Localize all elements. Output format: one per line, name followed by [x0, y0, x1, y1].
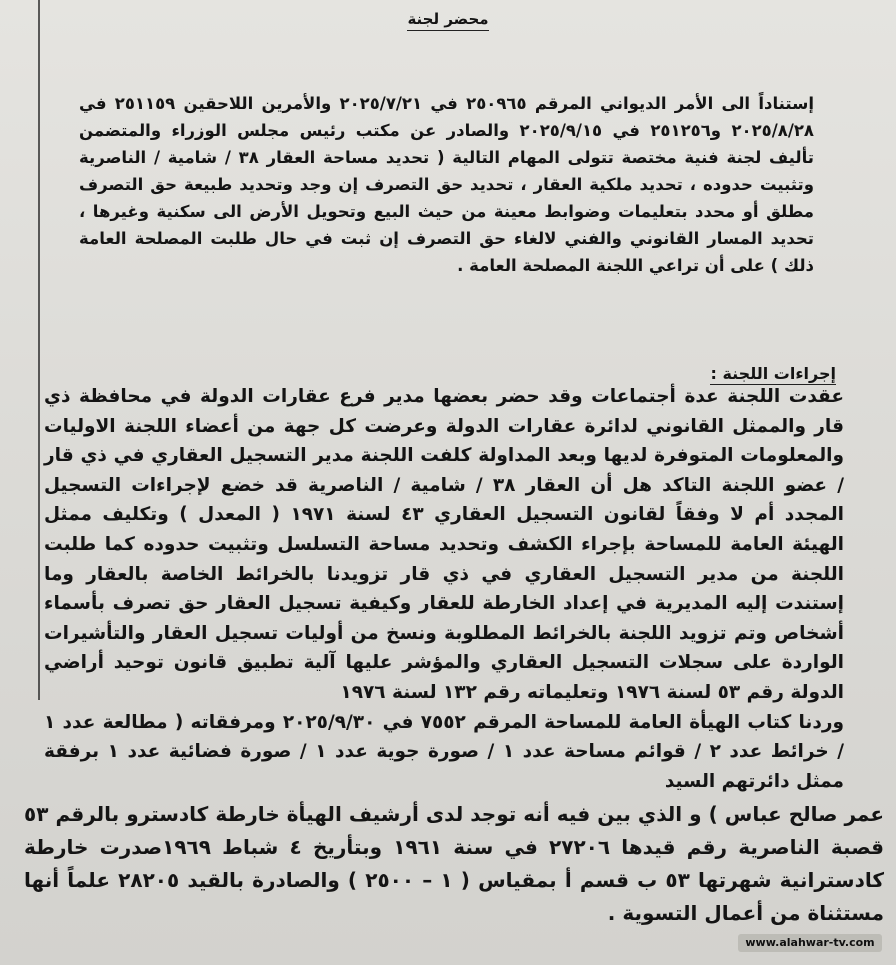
procedures-paragraph-1: عقدت اللجنة عدة أجتماعات وقد حضر بعضها مدير فرع عقارات الدولة في محافظة ذي قار والممثل القانوني لدائرة عقارات الدولة وعرضت كل جهة من أعضاء اللجنة الاوليات والمعلومات المتوفرة لديها وبعد المداولة كلفت اللجنة مدير التسجيل العقاري في ذي قار / عضو اللجنة التاكد هل أن العقار ٣٨ / شامية / الناصرية قد خضع لإجراءات التسجيل المجدد أم لا وفقاً لقانون التسجيل العقاري ٤٣ لسنة ١٩٧١ ( المعدل ) وتكليف ممثل الهيئة العامة للمساحة بإجراء الكشف وتحديد مساحة التسلسل وتثبيت حدوده كما طلبت اللجنة من مدير التسجيل العقاري في ذي قار تزويدنا بالخرائط الخاصة بالعقار وما إستندت إليه المديرية في إعداد الخارطة للعقار وكيفية تسجيل العقار حق تصرف بأسماء أشخاص وتم تزويد اللجنة بالخرائط المطلوبة ونسخ من أوليات تسجيل العقار والتأشيرات الواردة على سجلات التسجيل العقاري والمؤشر عليها آلية تطبيق قانون توحيد أراضي الدولة رقم ٥٣ لسنة ١٩٧٦ وتعليماته رقم ١٣٢ لسنة ١٩٧٦: [44, 386, 844, 703]
document-title-text: محضر لجنة: [407, 10, 488, 31]
procedures-body: [44, 382, 844, 796]
document-title: [0, 10, 896, 28]
margin-rule: [38, 0, 40, 700]
site-watermark: www.alahwar-tv.com: [738, 934, 882, 952]
procedures-paragraph-2: وردنا كتاب الهيأة العامة للمساحة المرقم ٧٥٥٢ في ٢٠٢٥/٩/٣٠ ومرفقاته ( مطالعة عدد ١ / خرائط عدد ٢ / قوائم مساحة عدد ١ / صورة جوية عدد ١ / صورة فضائية عدد ١ برفقة ممثل دائرتهم السيد: [44, 711, 844, 792]
procedures-heading-text: إجراءات اللجنة :: [710, 364, 836, 383]
procedures-heading: [710, 364, 836, 383]
closing-paragraph: عمر صالح عباس ) و الذي بين فيه أنه توجد لدى أرشيف الهيأة خارطة كادسترو بالرقم ٥٣ قصبة الناصرية رقم قيدها ٢٧٢٠٦ في سنة ١٩٦١ وبتأريخ ٤ شباط ١٩٦٩صدرت خارطة كادسترانية شهرتها ٥٣ ب قسم أ بمقياس ( ١ – ٢٥٠٠ ) والصادرة بالقيد ٢٨٢٠٥ علماً أنها مستثناة من أعمال التسوية .: [24, 802, 885, 925]
intro-paragraph: إستناداً الى الأمر الديواني المرقم ٢٥٠٩٦٥ في ٢٠٢٥/٧/٢١ والأمرين اللاحقين ٢٥١١٥٩ في ٢٠٢٥/٨/٢٨ و٢٥١٢٥٦ في ٢٠٢٥/٩/١٥ والصادر عن مكتب رئيس مجلس الوزراء والمتضمن تأليف لجنة فنية مختصة تتولى المهام التالية ( تحديد مساحة العقار ٣٨ / شامية / الناصرية وتثبيت حدوده ، تحديد ملكية العقار ، تحديد حق التصرف إن وجد وتحديد طبيعة حق التصرف مطلق أو محدد بتعليمات وضوابط معينة من حيث البيع وتحويل الأرض الى سكنية وغيرها ، تحديد المسار القانوني والفني لالغاء حق التصرف إن ثبت في حال طلبت المصلحة العامة ذلك ) على أن تراعي اللجنة المصلحة العامة .: [79, 94, 815, 275]
